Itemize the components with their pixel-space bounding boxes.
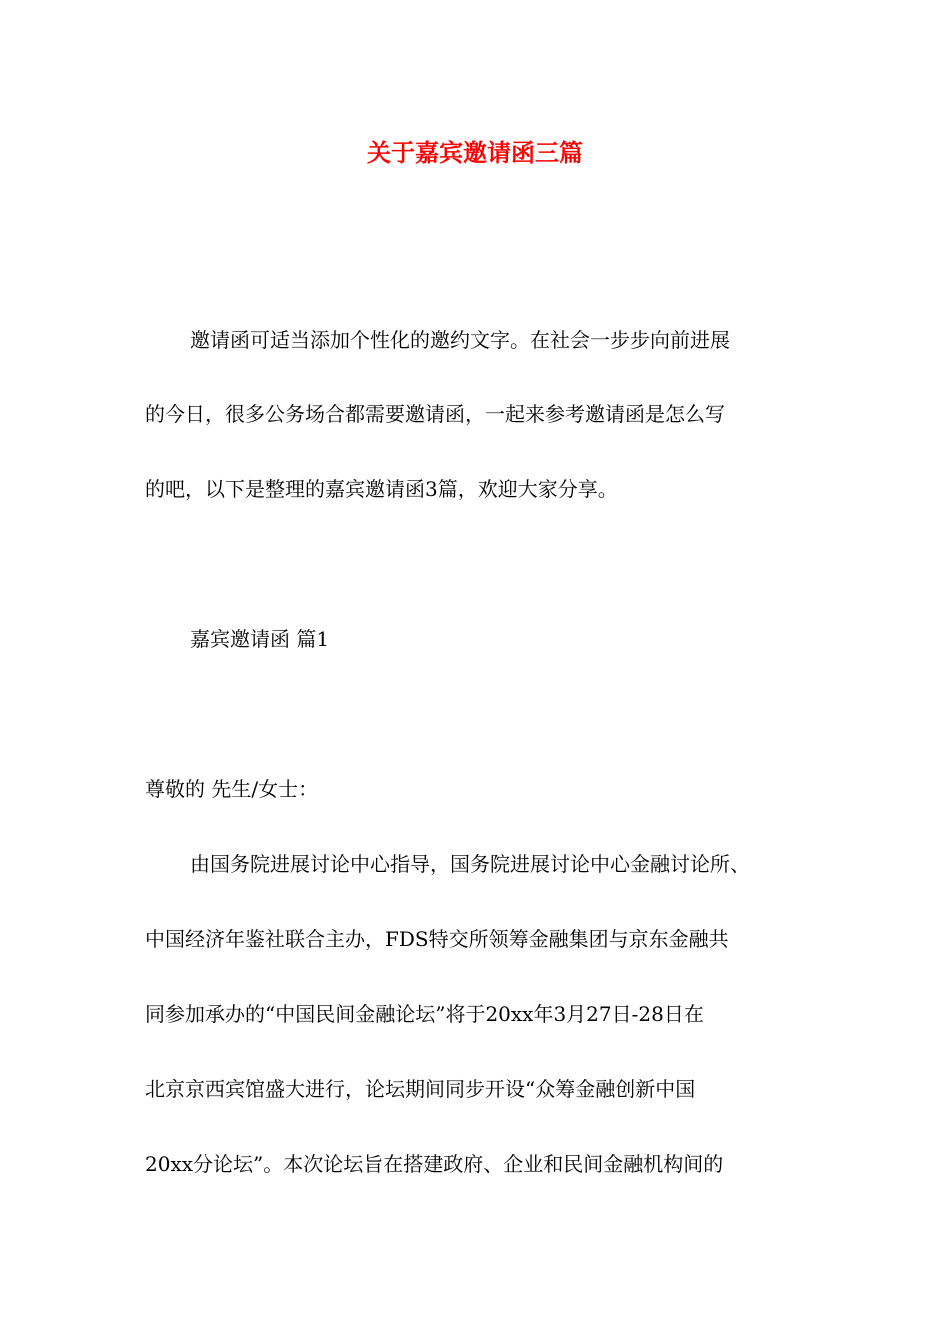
body-line-2: 中国经济年鉴社联合主办，FDS特交所领筹金融集团与京东金融共 bbox=[145, 927, 729, 951]
body-line-5: 20xx分论坛”。本次论坛旨在搭建政府、企业和民间金融机构间的 bbox=[145, 1152, 724, 1176]
intro-line-1: 邀请函可适当添加个性化的邀约文字。在社会一步步向前进展 bbox=[190, 328, 730, 352]
document-title: 关于嘉宾邀请函三篇 bbox=[367, 138, 583, 167]
body-line-3: 同参加承办的“中国民间金融论坛”将于20xx年3月27日-28日在 bbox=[145, 1002, 704, 1026]
intro-line-2: 的今日，很多公务场合都需要邀请函，一起来参考邀请函是怎么写 bbox=[145, 402, 725, 426]
salutation: 尊敬的 先生/女士： bbox=[145, 777, 319, 801]
body-line-1: 由国务院进展讨论中心指导，国务院进展讨论中心金融讨论所、 bbox=[190, 852, 750, 876]
body-line-4: 北京京西宾馆盛大进行，论坛期间同步开设“众筹金融创新中国 bbox=[145, 1077, 696, 1101]
intro-line-3: 的吧，以下是整理的嘉宾邀请函3篇，欢迎大家分享。 bbox=[145, 477, 618, 501]
section-heading: 嘉宾邀请函 篇1 bbox=[190, 627, 330, 651]
